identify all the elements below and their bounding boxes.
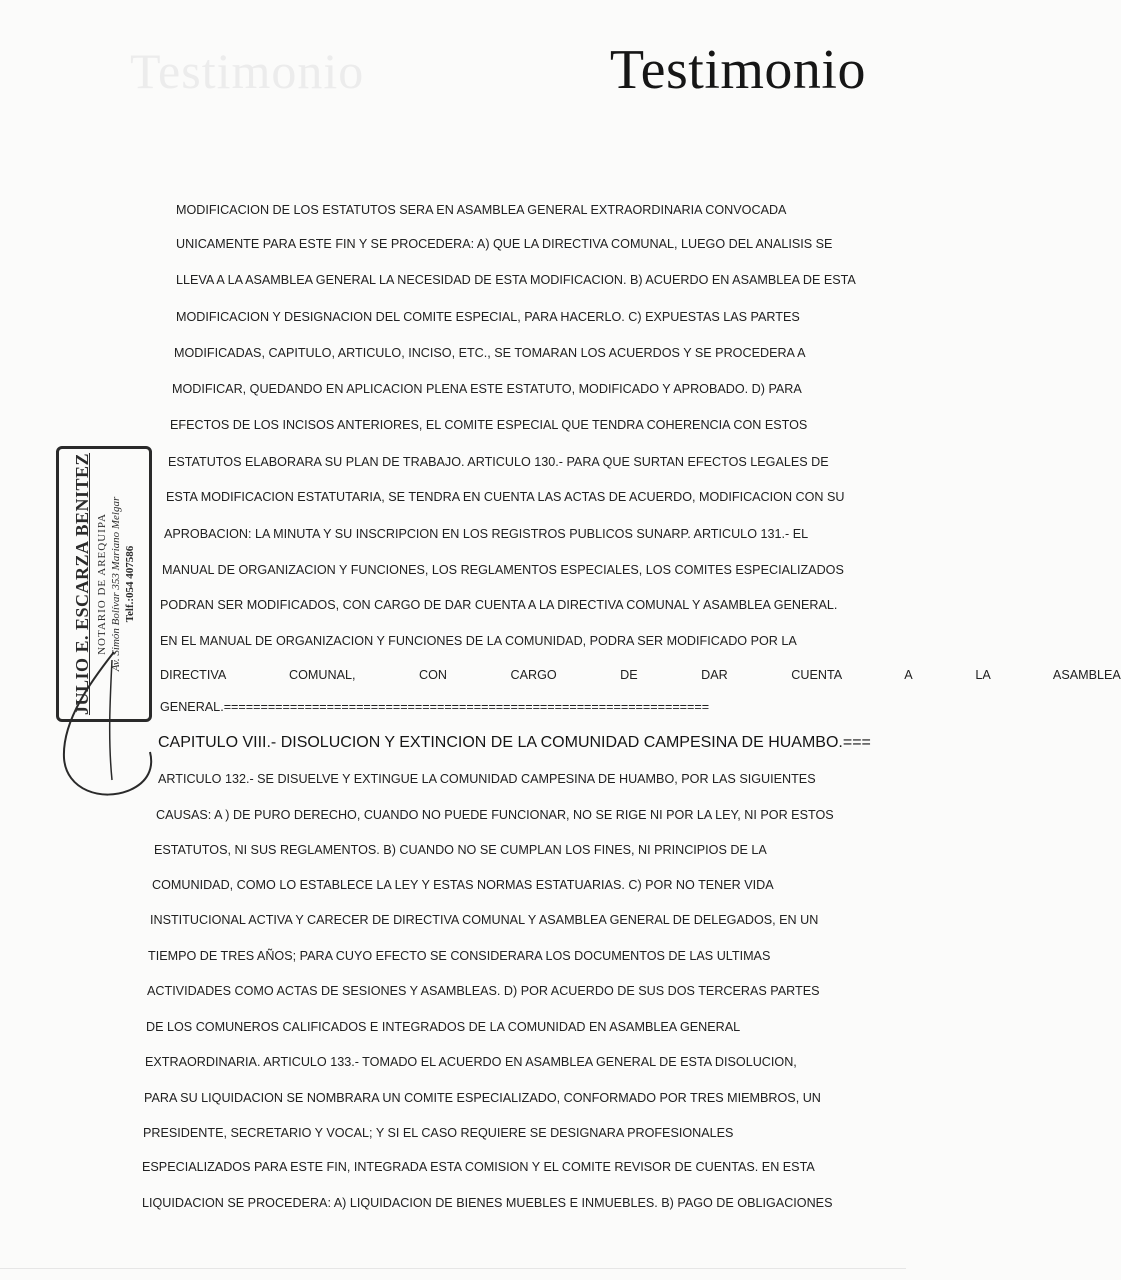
body2-line-10: PARA SU LIQUIDACION SE NOMBRARA UN COMITE ESPECIALIZADO, CONFORMADO POR TRES MIEMBROS, UN <box>144 1091 821 1105</box>
body2-line-11: PRESIDENTE, SECRETARIO Y VOCAL; Y SI EL CASO REQUIERE SE DESIGNARA PROFESIONALES <box>143 1126 734 1140</box>
body-line-12: PODRAN SER MODIFICADOS, CON CARGO DE DAR CUENTA A LA DIRECTIVA COMUNAL Y ASAMBLEA GENERAL. <box>160 598 838 612</box>
notary-name: JULIO E. ESCARZA BENITEZ <box>72 452 92 716</box>
body2-line-5: INSTITUCIONAL ACTIVA Y CARECER DE DIRECTIVA COMUNAL Y ASAMBLEA GENERAL DE DELEGADOS, EN UN <box>150 913 819 927</box>
page-title: Testimonio <box>609 39 866 101</box>
body2-line-4: COMUNIDAD, COMO LO ESTABLECE LA LEY Y ESTAS NORMAS ESTATUARIAS. C) POR NO TENER VIDA <box>152 878 774 892</box>
body-line-14: DIRECTIVA COMUNAL, CON CARGO DE DAR CUENTA A LA ASAMBLEA <box>160 668 1121 682</box>
body2-line-13: LIQUIDACION SE PROCEDERA: A) LIQUIDACION DE BIENES MUEBLES E INMUEBLES. B) PAGO DE OBLIGACIONES <box>142 1196 833 1210</box>
body-line-3: LLEVA A LA ASAMBLEA GENERAL LA NECESIDAD DE ESTA MODIFICACION. B) ACUERDO EN ASAMBLEA DE ESTA <box>176 273 856 287</box>
body2-line-1: ARTICULO 132.- SE DISUELVE Y EXTINGUE LA COMUNIDAD CAMPESINA DE HUAMBO, POR LAS SIGUIENTES <box>158 772 816 786</box>
body2-line-7: ACTIVIDADES COMO ACTAS DE SESIONES Y ASAMBLEAS. D) POR ACUERDO DE SUS DOS TERCERAS PARTES <box>147 984 820 998</box>
chapter-heading: CAPITULO VIII.- DISOLUCION Y EXTINCION DE LA COMUNIDAD CAMPESINA DE HUAMBO.=== <box>158 734 871 751</box>
body-line-5: MODIFICADAS, CAPITULO, ARTICULO, INCISO, ETC., SE TOMARAN LOS ACUERDOS Y SE PROCEDERA A <box>174 346 806 360</box>
body-line-8: ESTATUTOS ELABORARA SU PLAN DE TRABAJO. ARTICULO 130.- PARA QUE SURTAN EFECTOS LEGALES DE <box>168 455 829 469</box>
body-line-11: MANUAL DE ORGANIZACION Y FUNCIONES, LOS REGLAMENTOS ESPECIALES, LOS COMITES ESPECIALIZADOS <box>162 563 844 577</box>
notary-address: Av. Simón Bolívar 353 Mariano Melgar <box>110 496 122 672</box>
body-line-4: MODIFICACION Y DESIGNACION DEL COMITE ESPECIAL, PARA HACERLO. C) EXPUESTAS LAS PARTES <box>176 310 800 324</box>
body-line-2: UNICAMENTE PARA ESTE FIN Y SE PROCEDERA: A) QUE LA DIRECTIVA COMUNAL, LUEGO DEL ANALISIS SE <box>176 237 833 251</box>
body-line-15: GENERAL.================================================================== <box>160 700 710 714</box>
body-line-9: ESTA MODIFICACION ESTATUTARIA, SE TENDRA EN CUENTA LAS ACTAS DE ACUERDO, MODIFICACION CON SU <box>166 490 845 504</box>
body2-line-8: DE LOS COMUNEROS CALIFICADOS E INTEGRADOS DE LA COMUNIDAD EN ASAMBLEA GENERAL <box>146 1020 741 1034</box>
body2-line-3: ESTATUTOS, NI SUS REGLAMENTOS. B) CUANDO NO SE CUMPLAN LOS FINES, NI PRINCIPIOS DE LA <box>154 843 767 857</box>
body2-line-6: TIEMPO DE TRES AÑOS; PARA CUYO EFECTO SE CONSIDERARA LOS DOCUMENTOS DE LAS ULTIMAS <box>148 949 771 963</box>
notary-role: NOTARIO DE AREQUIPA <box>96 513 108 655</box>
body-line-13: EN EL MANUAL DE ORGANIZACION Y FUNCIONES DE LA COMUNIDAD, PODRA SER MODIFICADO POR LA <box>160 634 797 648</box>
body2-line-12: ESPECIALIZADOS PARA ESTE FIN, INTEGRADA ESTA COMISION Y EL COMITE REVISOR DE CUENTAS. EN ESTA <box>142 1160 815 1174</box>
page-edge-line <box>0 1268 906 1269</box>
body-line-6: MODIFICAR, QUEDANDO EN APLICACION PLENA ESTE ESTATUTO, MODIFICADO Y APROBADO. D) PARA <box>172 382 802 396</box>
notary-phone: Telf.:054 407586 <box>124 545 136 623</box>
faint-show-through-title: Testimonio <box>130 43 365 99</box>
body-line-7: EFECTOS DE LOS INCISOS ANTERIORES, EL COMITE ESPECIAL QUE TENDRA COHERENCIA CON ESTOS <box>170 418 808 432</box>
body-line-10: APROBACION: LA MINUTA Y SU INSCRIPCION EN LOS REGISTROS PUBLICOS SUNARP. ARTICULO 131.- EL <box>164 527 809 541</box>
body2-line-9: EXTRAORDINARIA. ARTICULO 133.- TOMADO EL ACUERDO EN ASAMBLEA GENERAL DE ESTA DISOLUCION, <box>145 1055 797 1069</box>
body-line-1: MODIFICACION DE LOS ESTATUTOS SERA EN ASAMBLEA GENERAL EXTRAORDINARIA CONVOCADA <box>176 203 787 217</box>
body2-line-2: CAUSAS: A ) DE PURO DERECHO, CUANDO NO PUEDE FUNCIONAR, NO SE RIGE NI POR LA LEY, NI POR ESTOS <box>156 808 834 822</box>
signature-mark <box>52 640 162 810</box>
